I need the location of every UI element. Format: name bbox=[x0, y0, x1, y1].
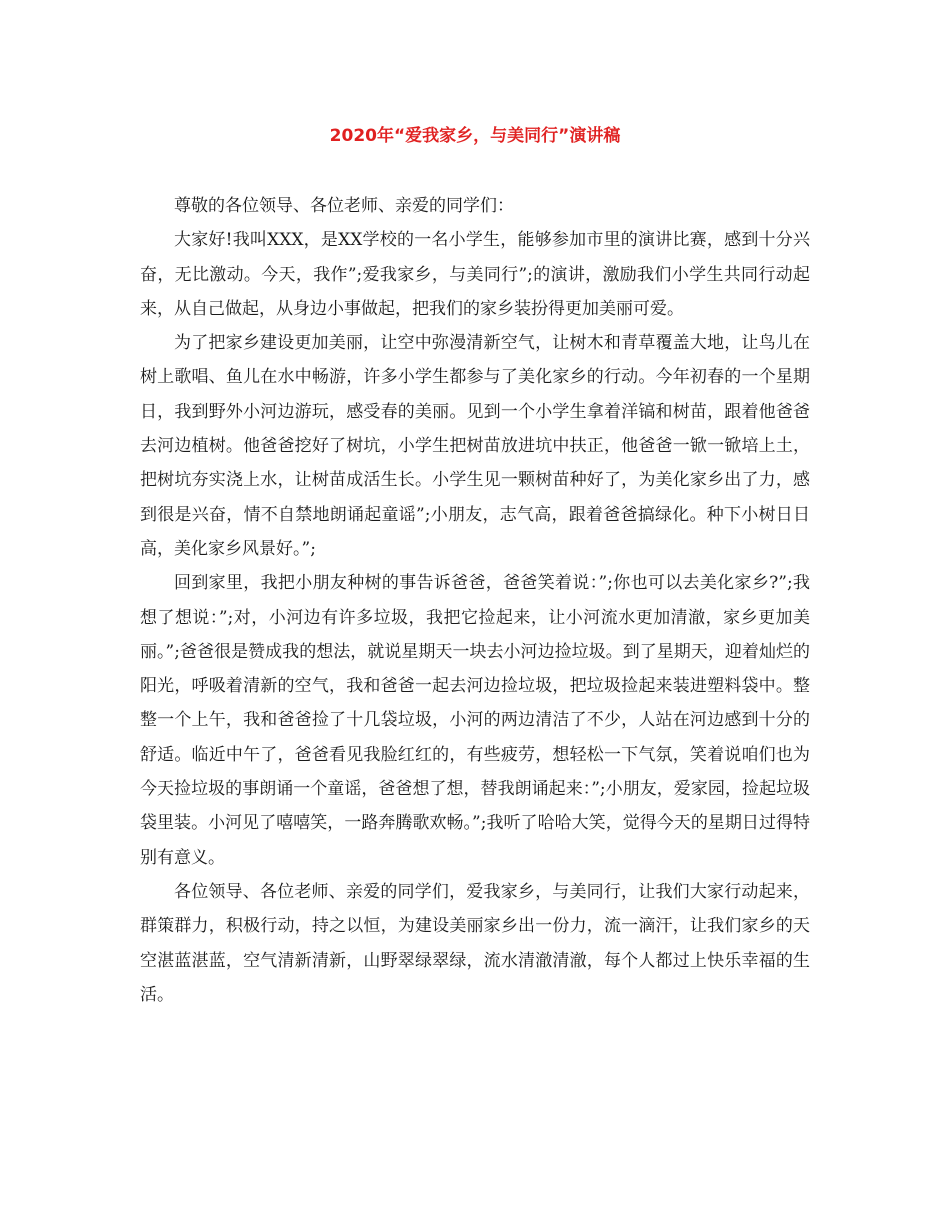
document-body bbox=[140, 189, 810, 1012]
paragraph-tree-planting: 为了把家乡建设更加美丽，让空中弥漫清新空气，让树木和青草覆盖大地，让鸟儿在树上歌唱、鱼儿在水中畅游，许多小学生都参与了美化家乡的行动。今年初春的一个星期日，我到野外小河边游玩，感受春的美丽。见到一个小学生拿着洋镐和树苗，跟着他爸爸去河边植树。他爸爸挖好了树坑，小学生把树苗放进坑中扶正，他爸爸一锨一锨培上土，把树坑夯实浇上水，让树苗成活生长。小学生见一颗树苗种好了，为美化家乡出了力，感到很是兴奋，情不自禁地朗诵起童谣”;小朋友，志气高，跟着爸爸搞绿化。种下小树日日高，美化家乡风景好。”; bbox=[140, 333, 810, 559]
paragraph-garbage-cleanup: 回到家里，我把小朋友种树的事告诉爸爸，爸爸笑着说：”;你也可以去美化家乡?”;我想了想说：”;对，小河边有许多垃圾，我把它捡起来，让小河流水更加清澈，家乡更加美丽。”;爸爸很是赞成我的想法，就说星期天一块去小河边捡垃圾。到了星期天，迎着灿烂的阳光，呼吸着清新的空气，我和爸爸一起去河边捡垃圾，把垃圾捡起来装进塑料袋中。整整一个上午，我和爸爸捡了十几袋垃圾，小河的两边清洁了不少，人站在河边感到十分的舒适。临近中午了，爸爸看见我脸红红的，有些疲劳，想轻松一下气氛，笑着说咱们也为今天捡垃圾的事朗诵一个童谣，爸爸想了想，替我朗诵起来：”;小朋友，爱家园，捡起垃圾袋里装。小河见了嘻嘻笑，一路奔腾歌欢畅。”;我听了哈哈大笑，觉得今天的星期日过得特别有意义。 bbox=[140, 573, 810, 868]
paragraph-conclusion: 各位领导、各位老师、亲爱的同学们，爱我家乡，与美同行，让我们大家行动起来，群策群力，积极行动，持之以恒，为建设美丽家乡出一份力，流一滴汗，让我们家乡的天空湛蓝湛蓝，空气清新清新，山野翠绿翠绿，流水清澈清澈，每个人都过上快乐幸福的生活。 bbox=[140, 881, 810, 1005]
paragraph-introduction: 大家好!我叫XXX，是XX学校的一名小学生，能够参加市里的演讲比赛，感到十分兴奋，无比激动。今天，我作”;爱我家乡，与美同行”;的演讲，激励我们小学生共同行动起来，从自己做起，从身边小事做起，把我们的家乡装扮得更加美丽可爱。 bbox=[140, 230, 810, 319]
paragraph-greeting: 尊敬的各位领导、各位老师、亲爱的同学们： bbox=[174, 196, 514, 216]
document-title: 2020年“爱我家乡，与美同行”演讲稿 bbox=[329, 126, 621, 146]
